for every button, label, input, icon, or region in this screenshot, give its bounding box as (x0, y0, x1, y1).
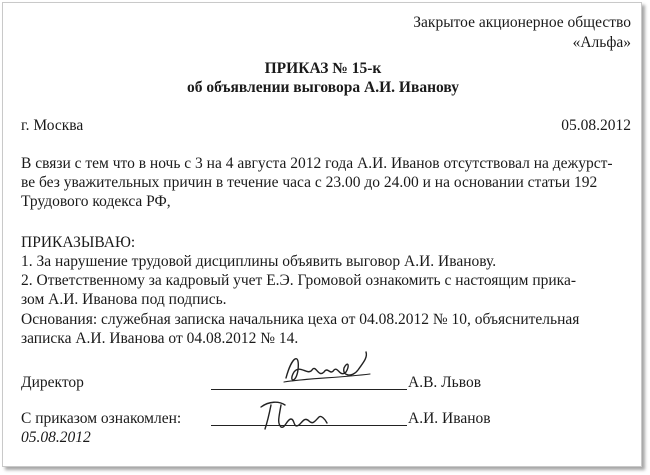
document-title: ПРИКАЗ № 15-к (264, 60, 382, 77)
order-document (2, 2, 642, 467)
acquaintance-date: 05.08.2012 (21, 429, 91, 446)
organization-name-line2: «Альфа» (572, 34, 631, 51)
director-name: А.В. Львов (408, 374, 482, 391)
city: г. Москва (21, 117, 84, 134)
document-date: 05.08.2012 (561, 117, 631, 134)
order-item-2-line2: зом А.И. Иванова под подпись. (21, 291, 227, 308)
director-label: Директор (21, 374, 84, 391)
acquainted-name: А.И. Иванов (408, 410, 491, 427)
organization-name-line1: Закрытое акционерное общество (413, 14, 631, 31)
paragraph-line: ве без уважительных причин в течение часа с 23.00 до 24.00 и на основании статьи 192 (21, 174, 598, 191)
grounds-line1: Основания: служебная записка начальника цеха от 04.08.2012 № 10, объяснительная (21, 311, 580, 328)
paragraph-line: В связи с тем что в ночь с 3 на 4 августа 2012 года А.И. Иванов отсутствовал на дежурст- (21, 155, 613, 172)
grounds-line2: записка А.И. Иванова от 04.08.2012 № 14. (21, 330, 299, 347)
order-item-2-line1: 2. Ответственному за кадровый учет Е.Э. Громовой ознакомить с настоящим прика- (21, 272, 577, 289)
director-signature (278, 348, 378, 393)
order-keyword: ПРИКАЗЫВАЮ: (21, 234, 136, 251)
paragraph-line: Трудового кодекса РФ, (21, 193, 171, 210)
acquainted-signature (255, 395, 335, 435)
acquainted-label: С приказом ознакомлен: (21, 410, 182, 427)
document-subtitle: об объявлении выговора А.И. Иванову (186, 79, 459, 96)
order-item-1: 1. За нарушение трудовой дисциплины объявить выговор А.И. Иванову. (21, 253, 497, 270)
